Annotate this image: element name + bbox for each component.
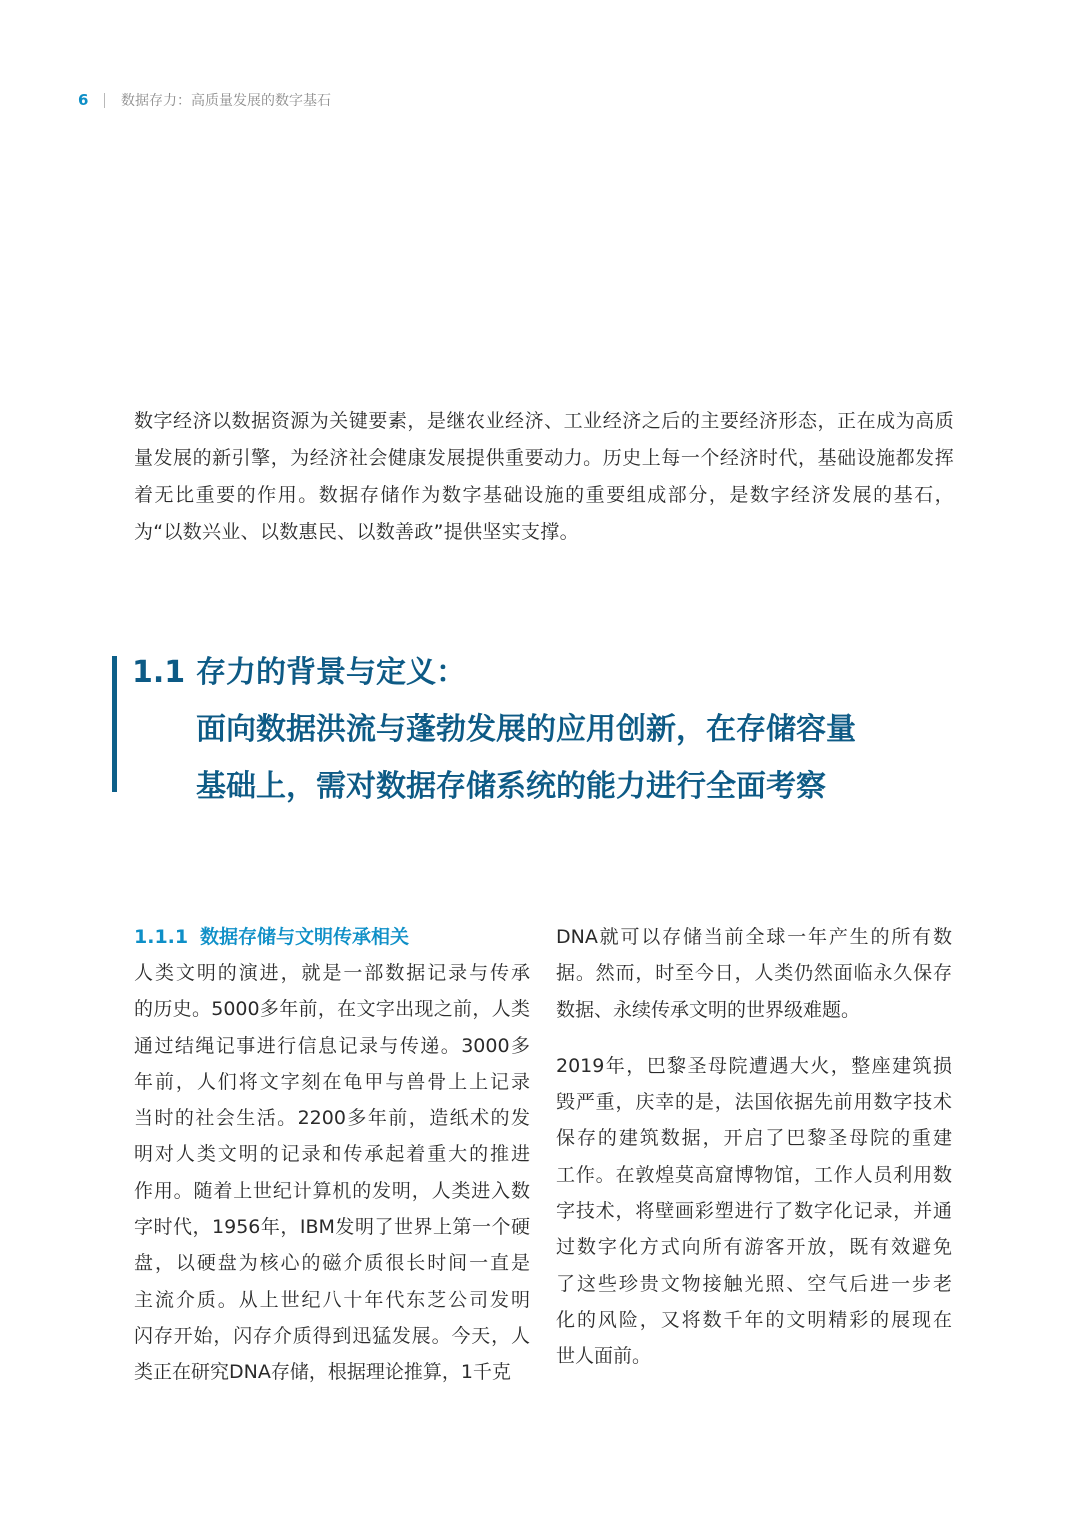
section-title-line-3: 基础上，需对数据存储系统的能力进行全面考察 — [196, 769, 826, 804]
subsection-number: 1.1.1 — [134, 926, 189, 948]
subsection-title: 数据存储与文明传承相关 — [200, 926, 410, 948]
right-column-text — [556, 919, 952, 1375]
left-column-line: 字时代，1956年，IBM发明了世界上第一个硬 — [134, 1216, 530, 1239]
right-column-line: 过数字化方式向所有游客开放，既有效避免 — [556, 1236, 952, 1259]
left-column-line: 的历史。5000多年前，在文字出现之前，人类 — [134, 998, 530, 1021]
left-column-line: 当时的社会生活。2200多年前，造纸术的发 — [134, 1107, 530, 1130]
right-column-line: 工作。在敦煌莫高窟博物馆，工作人员利用数 — [556, 1163, 952, 1186]
right-column-line: 毁严重，庆幸的是，法国依据先前用数字技术 — [556, 1091, 952, 1114]
right-column-paragraph — [556, 1048, 952, 1375]
section-title-line-1: 存力的背景与定义： — [196, 655, 466, 690]
left-column — [134, 919, 530, 1391]
right-column-line: 数据、永续传承文明的世界级难题。 — [556, 998, 861, 1021]
section-heading-line — [132, 644, 992, 701]
right-column-line: 2019年，巴黎圣母院遭遇大火，整座建筑损 — [556, 1054, 952, 1077]
running-header-title: 数据存力：高质量发展的数字基石 — [121, 93, 331, 109]
section-accent-bar — [112, 656, 117, 792]
section-heading-line — [132, 701, 992, 758]
left-column-line: 闪存开始，闪存介质得到迅猛发展。今天，人 — [134, 1324, 530, 1347]
left-column-line: 年前，人们将文字刻在龟甲与兽骨上上记录 — [134, 1070, 530, 1093]
left-column-line: 明对人类文明的记录和传承起着重大的推进 — [134, 1143, 530, 1166]
section-heading — [132, 644, 992, 815]
left-column-line: 盘，以硬盘为核心的磁介质很长时间一直是 — [134, 1252, 530, 1275]
running-header — [78, 88, 331, 112]
section-number: 1.1 — [132, 655, 186, 690]
right-column-line: DNA就可以存储当前全球一年产生的所有数 — [556, 926, 952, 948]
right-column-paragraph — [556, 919, 952, 1028]
section-heading-line — [132, 758, 992, 815]
right-column-line: 保存的建筑数据，开启了巴黎圣母院的重建 — [556, 1127, 952, 1150]
page-number: 6 — [78, 91, 89, 109]
left-column-line: 通过结绳记事进行信息记录与传递。3000多 — [134, 1034, 530, 1057]
left-column-text — [134, 955, 530, 1391]
right-column-line: 字技术，将壁画彩塑进行了数字化记录，并通 — [556, 1200, 952, 1223]
right-column — [556, 919, 952, 1375]
header-divider — [104, 93, 105, 108]
right-column-line: 化的风险，又将数千年的文明精彩的展现在 — [556, 1308, 952, 1331]
right-column-line: 了这些珍贵文物接触光照、空气后进一步老 — [556, 1272, 952, 1295]
left-column-line: 作用。随着上世纪计算机的发明，人类进入数 — [134, 1179, 530, 1202]
intro-paragraph: 数字经济以数据资源为关键要素，是继农业经济、工业经济之后的主要经济形态，正在成为高质量发展的新引擎，为经济社会健康发展提供重要动力。历史上每一个经济时代，基础设施都发挥着无比重要的作用。数据存储作为数字基础设施的重要组成部分，是数字经济发展的基石，为“以数兴业、以数惠民、以数善政”提供坚实支撑。 — [134, 410, 954, 543]
left-column-line: 类正在研究DNA存储，根据理论推算，1千克 — [134, 1361, 511, 1384]
subsection-heading — [134, 919, 530, 955]
left-column-line: 主流介质。从上世纪八十年代东芝公司发明 — [134, 1288, 530, 1311]
left-column-line: 人类文明的演进，就是一部数据记录与传承 — [134, 962, 530, 984]
section-title-line-2: 面向数据洪流与蓬勃发展的应用创新，在存储容量 — [196, 712, 856, 747]
right-column-line: 据。然而，时至今日，人类仍然面临永久保存 — [556, 962, 952, 985]
right-column-line: 世人面前。 — [556, 1345, 652, 1368]
